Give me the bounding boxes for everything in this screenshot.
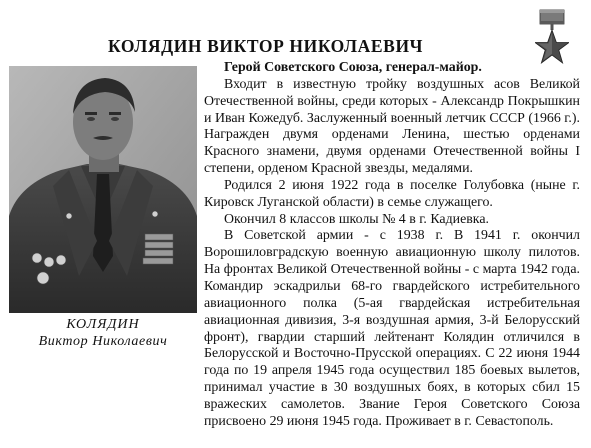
caption-surname: КОЛЯДИН xyxy=(66,317,140,332)
biography-paragraph: В Советской армии - с 1938 г. В 1941 г. окончил Ворошиловградскую военную авиационную школу пилотов. На фронтах Великой Отечественной войны - с марта 1942 года. Командир эскадрильи 68-го гвардейского истребительного авиационного полка (5-ая гвардейская истребительная авиационная дивизия, 3-я воздушная армия, 3-й Белорусский фронт), гвардии старший лейтенант Колядин отличился в Белорусской и Восточно-Прусской операциях. С 22 июня 1944 года по 19 апреля 1945 года осуществил 185 боевых вылетов, принимал участие в 30 воздушных боях, в которых сбил 15 вражеских самолетов. Звание Героя Советского Союза присвоено 29 июня 1945 года. Проживает в г. Севастополь. xyxy=(204,228,580,429)
photo-caption xyxy=(0,316,206,350)
biography xyxy=(204,60,580,431)
biography-lead: Герой Советского Союза, генерал-майор. xyxy=(224,60,482,75)
biography-paragraph: Родился 2 июня 1922 года в поселке Голубовка (ныне г. Кировск Луганской области) в семье служащего. xyxy=(204,177,580,210)
page-title: КОЛЯДИН ВИКТОР НИКОЛАЕВИЧ xyxy=(108,36,424,56)
caption-given-names: Виктор Николаевич xyxy=(38,334,168,349)
portrait-photo xyxy=(9,66,197,313)
biography-paragraph: Входит в известную тройку воздушных асов Великой Отечественной войны, среди которых - Александр Покрышкин и Иван Кожедуб. Заслуженный военный летчик СССР (1966 г.). Награжден двумя орденами Ленина, шестью орденами Красного знамени, двумя орденами Отечественной войны I степени, орденом Красной звезды, медалями. xyxy=(204,76,580,177)
biography-paragraph: Окончил 8 классов школы № 4 в г. Кадиевка. xyxy=(224,211,489,227)
